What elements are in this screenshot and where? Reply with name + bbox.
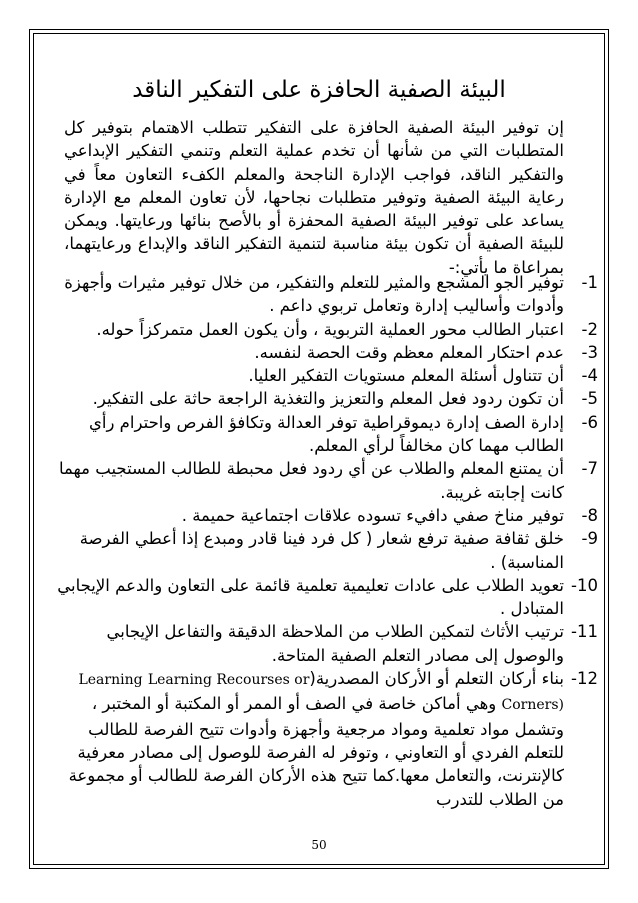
list-item-number: -2 [581, 319, 598, 339]
list-item [48, 457, 598, 504]
list-item-number: -3 [581, 342, 598, 362]
list-item-number: -10 [571, 575, 598, 595]
list-item-text: خلق ثقافة صفية ترفع شعار ( كل فرد فينا قادر ومبدع إذا أعطي الفرصة المناسبة) . [79, 529, 564, 572]
latin-term: Learning Recourses or [147, 672, 310, 689]
list-item [48, 387, 598, 410]
list-item-number: -4 [581, 366, 598, 386]
list-item-text [48, 667, 564, 811]
intro-paragraph [64, 116, 564, 279]
list-item [48, 504, 598, 527]
list-item-number: -11 [571, 622, 598, 642]
list-item-text: تعويد الطلاب على عادات تعليمية تعلمية قائمة على التعاون والدعم الإيجابي المتبادل . [57, 575, 564, 619]
page-title: البيئة الصفية الحافزة على التفكير الناقد [132, 77, 506, 104]
list-item-text: ترتيب الأثاث لتمكين الطلاب من الملاحظة الدقيقة والتفاعل الإيجابي والوصول إلى مصادر التعلم الصفية المتاحة. [106, 622, 564, 665]
list-item [48, 620, 598, 667]
list-item [48, 318, 598, 341]
list-item-text: توفير مناخ صفي دافيء تسوده علاقات اجتماعية حميمة . [181, 505, 564, 525]
list-item-text-part: بناء أركان التعلم أو الأركان المصدرية( [309, 669, 564, 689]
list-item-text: اعتبار الطالب محور العملية التربوية ، وأن يكون العمل متمركزاً حوله. [96, 319, 564, 339]
list-item-number: -6 [581, 412, 598, 432]
list-item [48, 574, 598, 621]
list-item-number: -5 [581, 389, 598, 409]
list-item-text: عدم احتكار المعلم معظم وقت الحصة لنفسه. [254, 342, 564, 362]
list-item-text: أن يمتنع المعلم والطلاب عن أي ردود فعل محبطة للطالب المستجيب مهما كانت إجابته غريبة. [58, 459, 564, 502]
list-item-number: -1 [581, 273, 598, 292]
intro-text: إن توفير البيئة الصفية الحافزة على التفكير تتطلب الاهتمام بتوفير كل المتطلبات التي من شأنها أن تخدم عملية التعلم وتنمي التفكير الإبداعي والتفكير الناقد، فواجب الإدارة الناجحة والمعلم الكفء التعاون معاً في رعاية البيئة الصفية وتوفير متطلبات نجاحها، لأن تعاون المعلم مع الإدارة يساعد على توفير البيئة الصفية المحفزة أو بالأصح بنائها ورعايتها. ويمكن للبيئة الصفية أن تكون بيئة مناسبة لتنمية التفكير الناقد والإبداع ورعايتهما، بمراعاة ما يأتي:- [64, 118, 564, 277]
list-item-text: أن تكون ردود فعل المعلم والتعزيز والتغذية الراجعة حاثة على التفكير. [92, 389, 564, 409]
list-item-text-part: وهي أماكن خاصة في الصف أو الممر أو المكتبة أو المختبر ، وتشمل مواد تعلمية ومواد مرجعية وأجهزة وأدوات تتيح الفرصة للطالب للتعلم الفردي أو التعاوني ، وتوفر له الفرصة للوصول إلى مصادر معرفية كالإنترنت، والتعامل معها.كما تتيح هذه الأركان الفرصة للطالب أو مجموعة من الطلاب للتدرب [68, 694, 564, 809]
list-item-number: -7 [581, 459, 598, 479]
list-item [48, 527, 598, 574]
list-item-text: أن تتناول أسئلة المعلم مستويات التفكير العليا. [248, 366, 564, 386]
list-item-number: -12 [571, 669, 598, 689]
list-item [48, 271, 598, 318]
list-item [48, 667, 598, 811]
list-item [48, 411, 598, 458]
list-item [48, 364, 598, 387]
conditions-list [48, 271, 598, 811]
latin-term: Learning Corners) [78, 672, 564, 714]
page-number: 50 [311, 838, 327, 852]
list-item-text: توفير الجو المشجع والمثير للتعلم والتفكير، من خلال توفير مثيرات وأجهزة وأدوات وأساليب إدارة وتعامل تربوي داعم . [64, 273, 564, 316]
list-item-number: -8 [581, 505, 598, 525]
list-item [48, 341, 598, 364]
list-item-text: إدارة الصف إدارة ديموقراطية توفر العدالة وتكافؤ الفرص واحترام رأي الطالب مهما كان مخالفاً لرأي المعلم. [88, 412, 564, 456]
list-item-number: -9 [581, 529, 598, 549]
